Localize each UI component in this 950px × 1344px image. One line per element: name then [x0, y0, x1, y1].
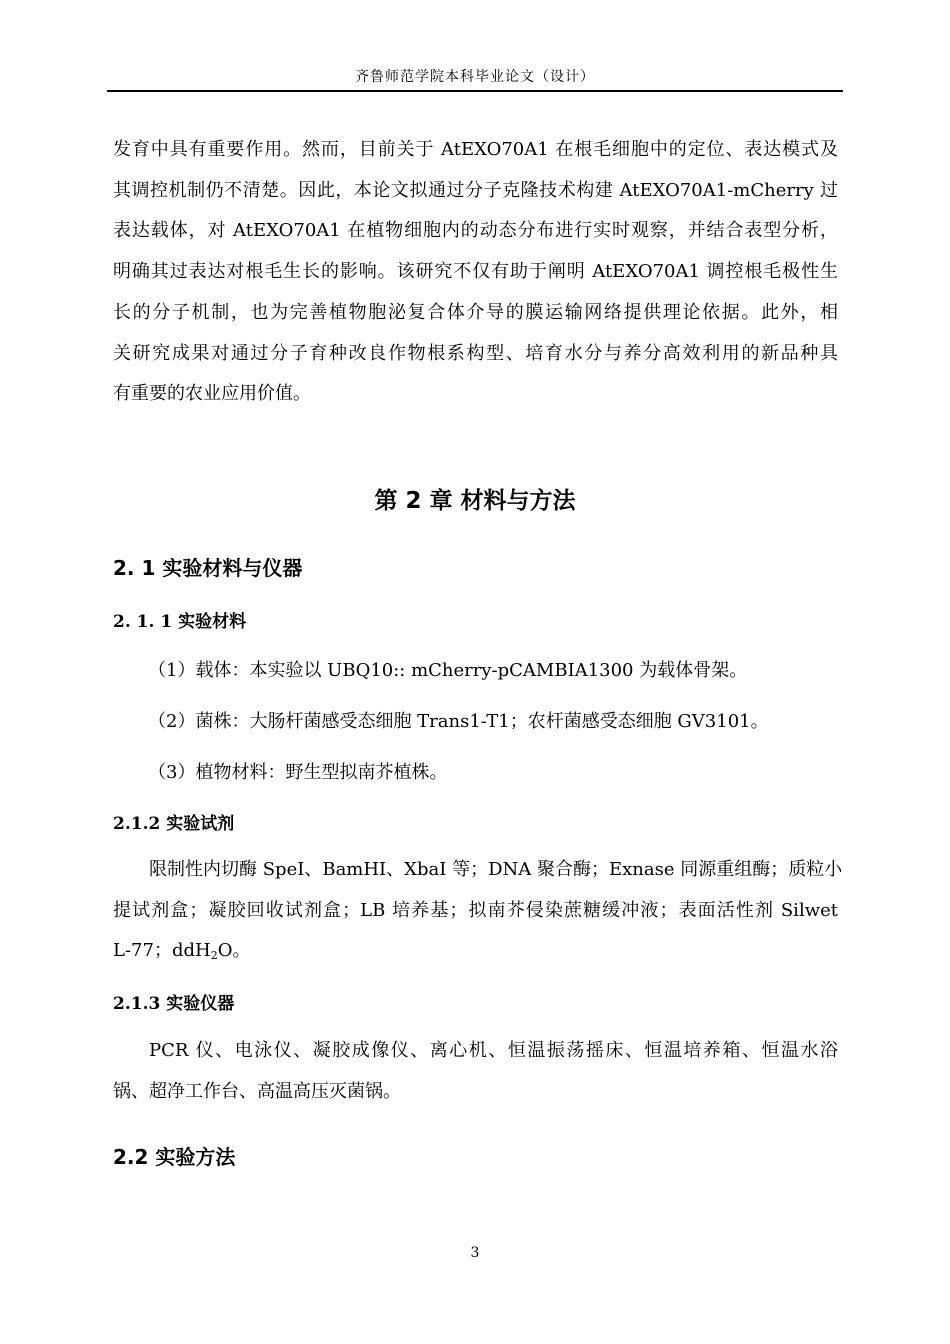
intro-line: 长的分子机制，也为完善植物胞泌复合体介导的膜运输网络提供理论依据。此外，相 — [113, 301, 838, 323]
material-item-strain: （2）菌株：大肠杆菌感受态细胞 Trans1-T1；农杆菌感受态细胞 GV3101。 — [148, 711, 769, 732]
subsection-heading-2-1-1: 2. 1. 1 实验材料 — [113, 612, 247, 632]
intro-line: 表达载体，对 AtEXO70A1 在植物细胞内的动态分布进行实时观察，并结合表型分析， — [113, 220, 838, 242]
instruments-line: 锅、超净工作台、高温高压灭菌锅。 — [113, 1080, 401, 1102]
reagents-paragraph — [113, 850, 843, 972]
intro-line: 关研究成果对通过分子育种改良作物根系构型、培育水分与养分高效利用的新品种具 — [113, 342, 838, 364]
subscript: 2 — [210, 949, 218, 963]
page-number: 3 — [470, 1245, 480, 1261]
reagents-line — [113, 931, 838, 972]
intro-line: 有重要的农业应用价值。 — [113, 383, 311, 405]
reagents-line: 提试剂盒；凝胶回收试剂盒；LB 培养基；拟南芥侵染蔗糖缓冲液；表面活性剂 Silwet — [113, 899, 838, 921]
subsection-heading-2-1-3: 2.1.3 实验仪器 — [113, 994, 235, 1014]
chapter-title: 第 2 章 材料与方法 — [374, 488, 576, 514]
material-item-vector: （1）载体：本实验以 UBQ10:: mCherry-pCAMBIA1300 为载体骨架。 — [148, 660, 748, 681]
subsection-heading-2-1-2: 2.1.2 实验试剂 — [113, 814, 235, 834]
instruments-paragraph — [113, 1031, 838, 1112]
intro-line: 其调控机制仍不清楚。因此，本论文拟通过分子克隆技术构建 AtEXO70A1-mCherry 过 — [113, 179, 838, 201]
reagents-text: O。 — [217, 940, 251, 962]
intro-line: 发育中具有重要作用。然而，目前关于 AtEXO70A1 在根毛细胞中的定位、表达模式及 — [113, 139, 838, 160]
intro-line: 明确其过表达对根毛生长的影响。该研究不仅有助于阐明 AtEXO70A1 调控根毛极性生 — [113, 261, 838, 283]
running-header: 齐鲁师范学院本科毕业论文（设计） — [107, 66, 843, 92]
intro-paragraph — [113, 130, 838, 415]
section-heading-2-2: 2.2 实验方法 — [113, 1145, 236, 1169]
section-heading-2-1: 2. 1 实验材料与仪器 — [113, 556, 303, 580]
instruments-line: PCR 仪、电泳仪、凝胶成像仪、离心机、恒温振荡摇床、恒温培养箱、恒温水浴 — [149, 1040, 838, 1061]
material-item-plant: （3）植物材料：野生型拟南芥植株。 — [148, 762, 448, 783]
reagents-line: 限制性内切酶 SpeI、BamHI、XbaI 等；DNA 聚合酶；Exnase 同源重组酶；质粒小 — [149, 859, 843, 880]
reagents-text: L-77；ddH — [113, 940, 211, 962]
